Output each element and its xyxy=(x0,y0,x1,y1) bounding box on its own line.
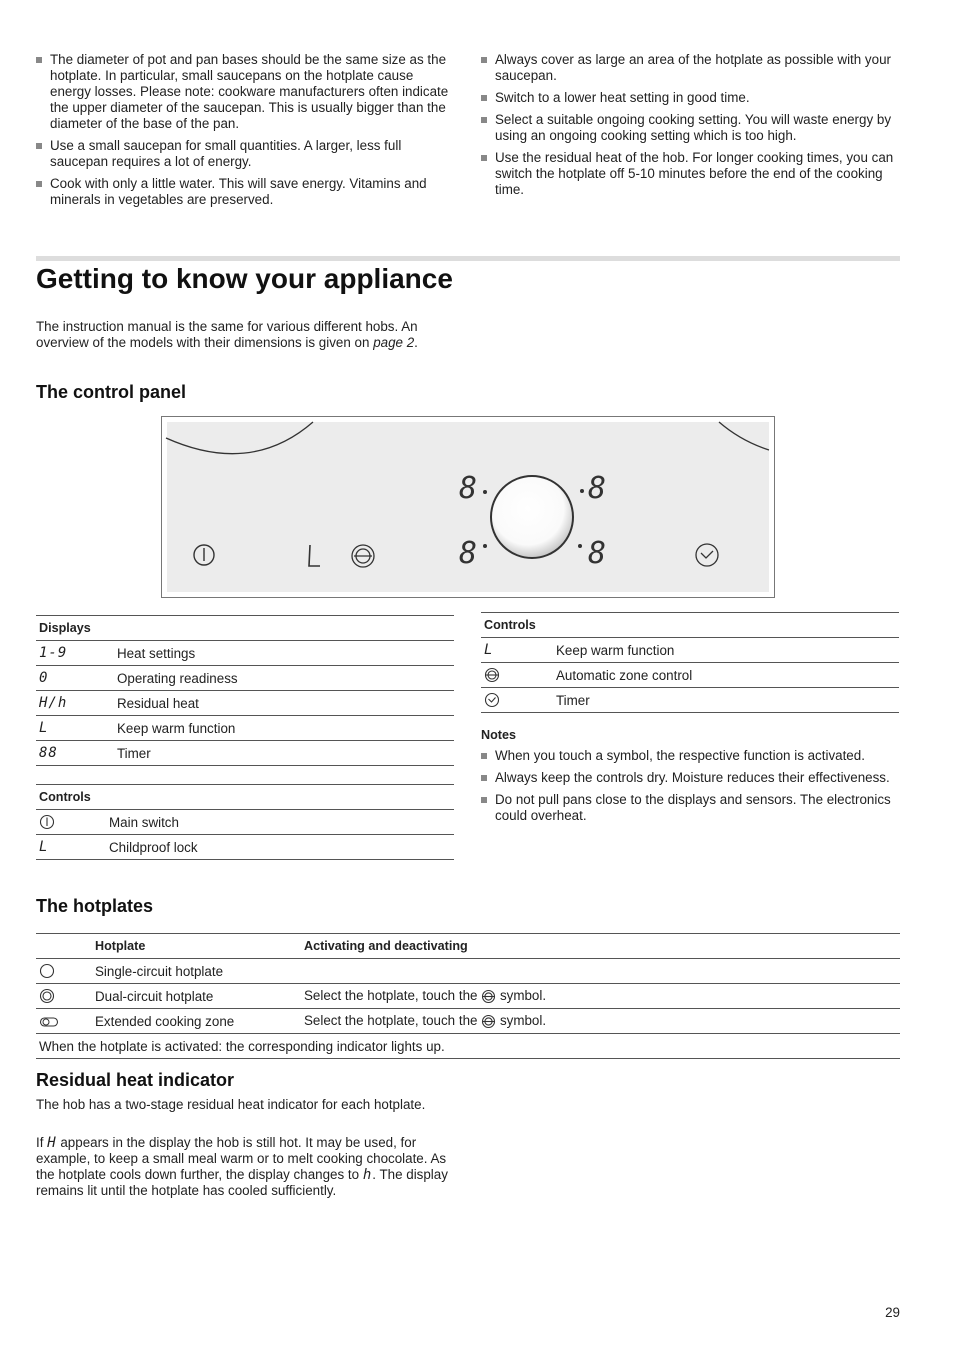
section-divider xyxy=(36,256,900,261)
intro-list-left xyxy=(36,52,454,214)
notes-header: Notes xyxy=(481,728,516,742)
page-title: Getting to know your appliance xyxy=(36,263,453,294)
zone-icon xyxy=(481,989,496,1004)
list-item: Switch to a lower heat setting in good time. xyxy=(481,90,899,106)
table-row: H/h Residual heat xyxy=(36,691,454,716)
display-top-right: 8 xyxy=(588,471,607,506)
dual-circuit-icon xyxy=(39,988,55,1004)
timer-icon[interactable] xyxy=(694,542,720,568)
childproof-lock-icon[interactable] xyxy=(305,543,323,569)
list-item: Cook with only a little water. This will save energy. Vitamins and minerals in vegetables are preserved. xyxy=(36,176,454,208)
controls-header: Controls xyxy=(36,785,454,810)
list-item: Do not pull pans close to the displays and sensors. The electronics could overheat. xyxy=(481,792,899,824)
list-item: Use a small saucepan for small quantities. A larger, less full saucepan requires a lot of energy. xyxy=(36,138,454,170)
displays-header: Displays xyxy=(36,616,454,641)
table-row: 88 Timer xyxy=(36,741,454,766)
table-row: Automatic zone control xyxy=(481,663,899,688)
list-item: Select a suitable ongoing cooking setting. You will waste energy by using an ongoing cooking setting which is too high. xyxy=(481,112,899,144)
notes-list xyxy=(481,748,899,830)
controls-table-right xyxy=(481,612,899,713)
col-activating: Activating and deactivating xyxy=(301,934,900,959)
table-row: Dual-circuit hotplate Select the hotplate, touch the symbol. xyxy=(36,984,900,1009)
controls-header: Controls xyxy=(481,613,899,638)
display-bottom-right: 8 xyxy=(588,536,607,571)
table-row: 0 Operating readiness xyxy=(36,666,454,691)
power-icon[interactable] xyxy=(192,543,216,567)
list-item: Always keep the controls dry. Moisture reduces their effectiveness. xyxy=(481,770,899,786)
hotplates-footer: When the hotplate is activated: the corresponding indicator lights up. xyxy=(36,1034,900,1059)
table-row: Timer xyxy=(481,688,899,713)
table-row: L Childproof lock xyxy=(36,835,454,860)
symbol-H: H xyxy=(47,1135,57,1151)
timer-icon xyxy=(484,692,500,708)
table-row: Main switch xyxy=(36,810,454,835)
list-item: Always cover as large an area of the hotplate as possible with your saucepan. xyxy=(481,52,899,84)
zone-icon xyxy=(484,667,500,683)
control-panel-title: The control panel xyxy=(36,382,187,402)
extended-zone-icon xyxy=(39,1015,59,1029)
residual-paragraph-2: If H appears in the display the hob is still hot. It may be used, for example, to keep a small meal warm or to melt cooking chocolate. As the hotplate cools down further, the display changes to h. The display remains lit until the hotplate has cooled sufficiently. xyxy=(36,1135,448,1198)
displays-table xyxy=(36,615,454,766)
table-row xyxy=(36,1034,900,1059)
controls-table-left xyxy=(36,784,454,860)
zone-control-icon[interactable] xyxy=(349,543,377,569)
list-item: Use the residual heat of the hob. For longer cooking times, you can switch the hotplate off 5-10 minutes before the end of the cooking time. xyxy=(481,150,899,198)
table-row: Single-circuit hotplate xyxy=(36,959,900,984)
table-row: L Keep warm function xyxy=(481,638,899,663)
intro-paragraph: The instruction manual is the same for various different hobs. An overview of the models with their dimensions is given on page 2. xyxy=(36,319,418,350)
display-top-left: 8 xyxy=(459,471,478,506)
display-bottom-left: 8 xyxy=(459,536,478,571)
list-item: When you touch a symbol, the respective function is activated. xyxy=(481,748,899,764)
page-link[interactable]: page 2 xyxy=(373,335,415,350)
table-row: 1-9 Heat settings xyxy=(36,641,454,666)
table-row: L Keep warm function xyxy=(36,716,454,741)
hotplates-title: The hotplates xyxy=(36,896,154,916)
zone-icon xyxy=(481,1014,496,1029)
table-row: Extended cooking zone Select the hotplate, touch the symbol. xyxy=(36,1009,900,1034)
residual-paragraph-1: The hob has a two-stage residual heat indicator for each hotplate. xyxy=(36,1097,426,1112)
single-circuit-icon xyxy=(39,963,55,979)
hotplates-table xyxy=(36,933,900,1059)
symbol-h: h xyxy=(362,1167,373,1183)
residual-title: Residual heat indicator xyxy=(36,1070,235,1090)
page-number: 29 xyxy=(885,1305,900,1320)
intro-list-right xyxy=(481,52,899,204)
col-hotplate: Hotplate xyxy=(92,934,301,959)
power-icon xyxy=(39,814,55,830)
list-item: The diameter of pot and pan bases should be the same size as the hotplate. In particular, small saucepans on the hotplate cause energy losses. Please note: cookware manufacturers often indicate the upper diameter of the saucepan. This is usually bigger than the diameter of the base of the pan. xyxy=(36,52,454,132)
control-knob[interactable] xyxy=(490,475,574,559)
